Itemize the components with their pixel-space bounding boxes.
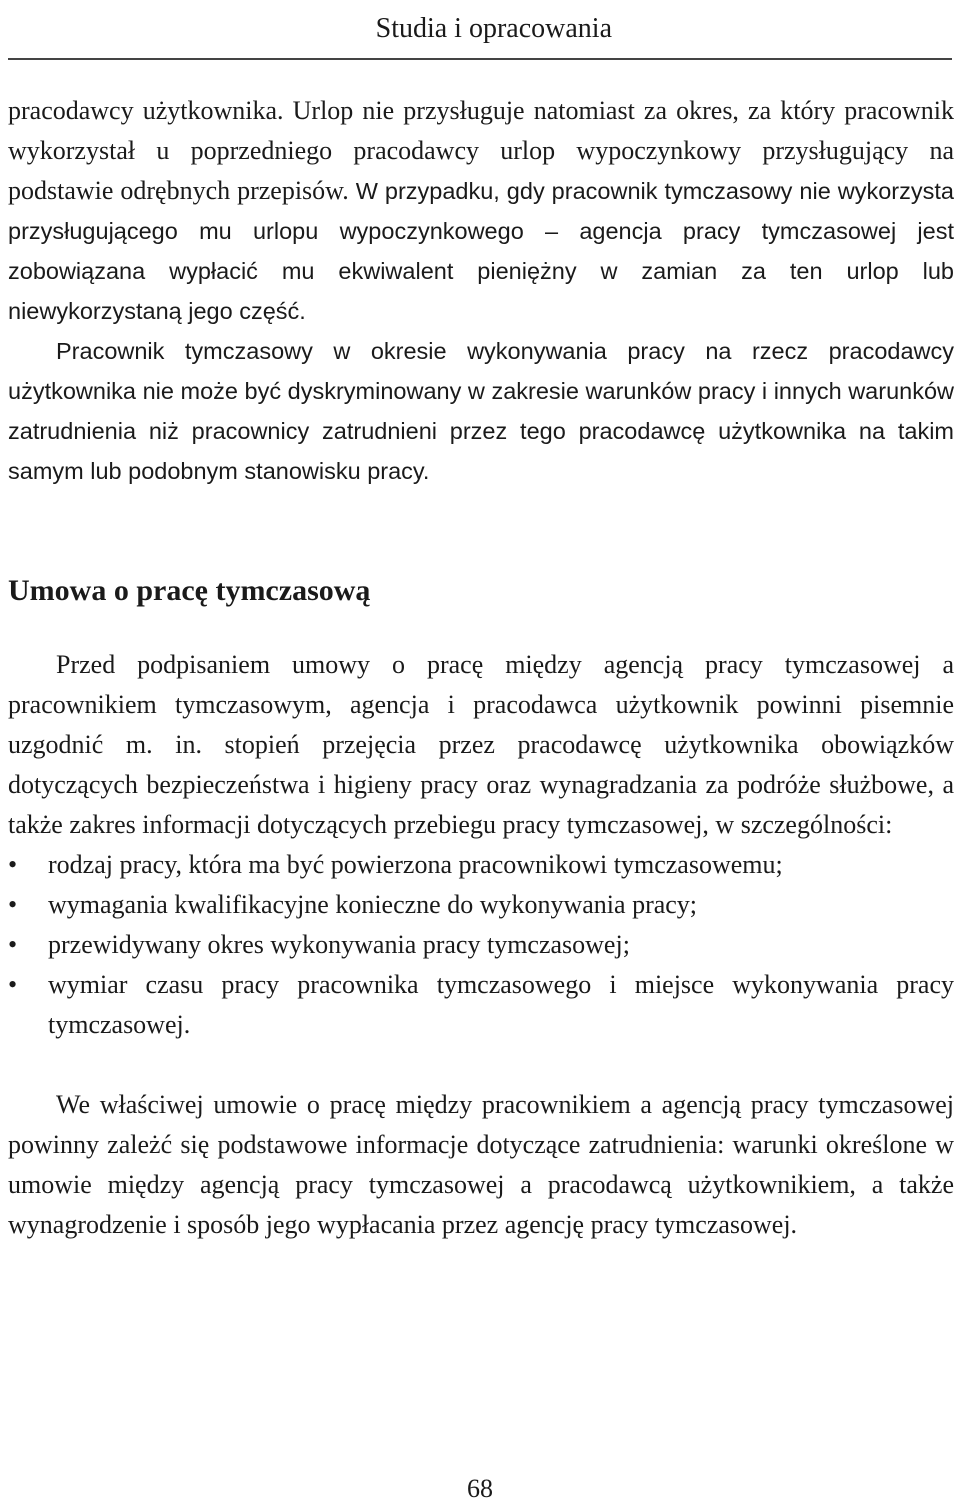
list-item-text: wymiar czasu pracy pracownika tymczasowego i miejsce wykonywania pracy tymczasowej.: [48, 970, 954, 1039]
paragraph-closing: We właściwej umowie o pracę między pracownikiem a agencją pracy tymczasowej powinny zależć się podstawowe informacje dotyczące zatrudnienia: warunki określone w umowie między agencją pracy tymczasowej a pracodawcą użytkownikiem, a także wynagrodzenie i sposób jego wypłacania przez agencję pracy tymczasowej.: [8, 1090, 954, 1239]
list-item-text: wymagania kwalifikacyjne konieczne do wykonywania pracy;: [48, 890, 698, 919]
bullet-list: [8, 845, 954, 1045]
bullet-icon: •: [8, 850, 18, 879]
list-item-text: rodzaj pracy, która ma być powierzona pracownikowi tymczasowemu;: [48, 850, 783, 879]
paragraph-continuation-serif: pracodawcy użytkownika. Urlop nie przysługuje natomiast za okres, za który pracownik wykorzystał u poprzedniego pracodawcy urlop wypoczynkowy przysługujący na podstawie odrębnych przepisów.: [8, 96, 954, 205]
running-header-title: Studia i opracowania: [375, 13, 612, 44]
paragraph-continuation: [8, 91, 954, 331]
bullet-icon: •: [8, 930, 18, 959]
paragraph-discrimination: Pracownik tymczasowy w okresie wykonywania pracy na rzecz pracodawcy użytkownika nie może być dyskryminowany w zakresie warunków pracy i innych warunków zatrudnienia niż pracownicy zatrudnieni przez tego pracodawcę użytkownika na takim samym lub podobnym stanowisku pracy.: [8, 338, 954, 484]
page-body: [8, 91, 954, 1245]
list-item-text: przewidywany okres wykonywania pracy tymczasowej;: [48, 930, 630, 959]
list-item: [8, 885, 954, 925]
paragraph-continuation-sans: W przypadku, gdy pracownik tymczasowy nie wykorzysta przysługującego mu urlopu wypoczynkowego – agencja pracy tymczasowej jest zobowiązana wypłacić mu ekwiwalent pieniężny w zamian za ten urlop lub niewykorzystaną jego część.: [8, 178, 954, 324]
list-item: [8, 965, 954, 1045]
list-item: [8, 925, 954, 965]
list-item: [8, 845, 954, 885]
running-header: [8, 0, 952, 60]
page-number: 68: [467, 1474, 493, 1503]
paragraph-intro: Przed podpisaniem umowy o pracę między agencją pracy tymczasowej a pracownikiem tymczasowym, agencja i pracodawca użytkownik powinni pisemnie uzgodnić m. in. stopień przejęcia przez pracodawcę użytkownika obowiązków dotyczących bezpieczeństwa i higieny pracy oraz wynagradzania za podróże służbowe, a także zakres informacji dotyczących przebiegu pracy tymczasowej, w szczególności:: [8, 650, 954, 839]
section-heading: Umowa o pracę tymczasową: [8, 574, 371, 607]
bullet-icon: •: [8, 890, 18, 919]
bullet-icon: •: [8, 970, 18, 999]
